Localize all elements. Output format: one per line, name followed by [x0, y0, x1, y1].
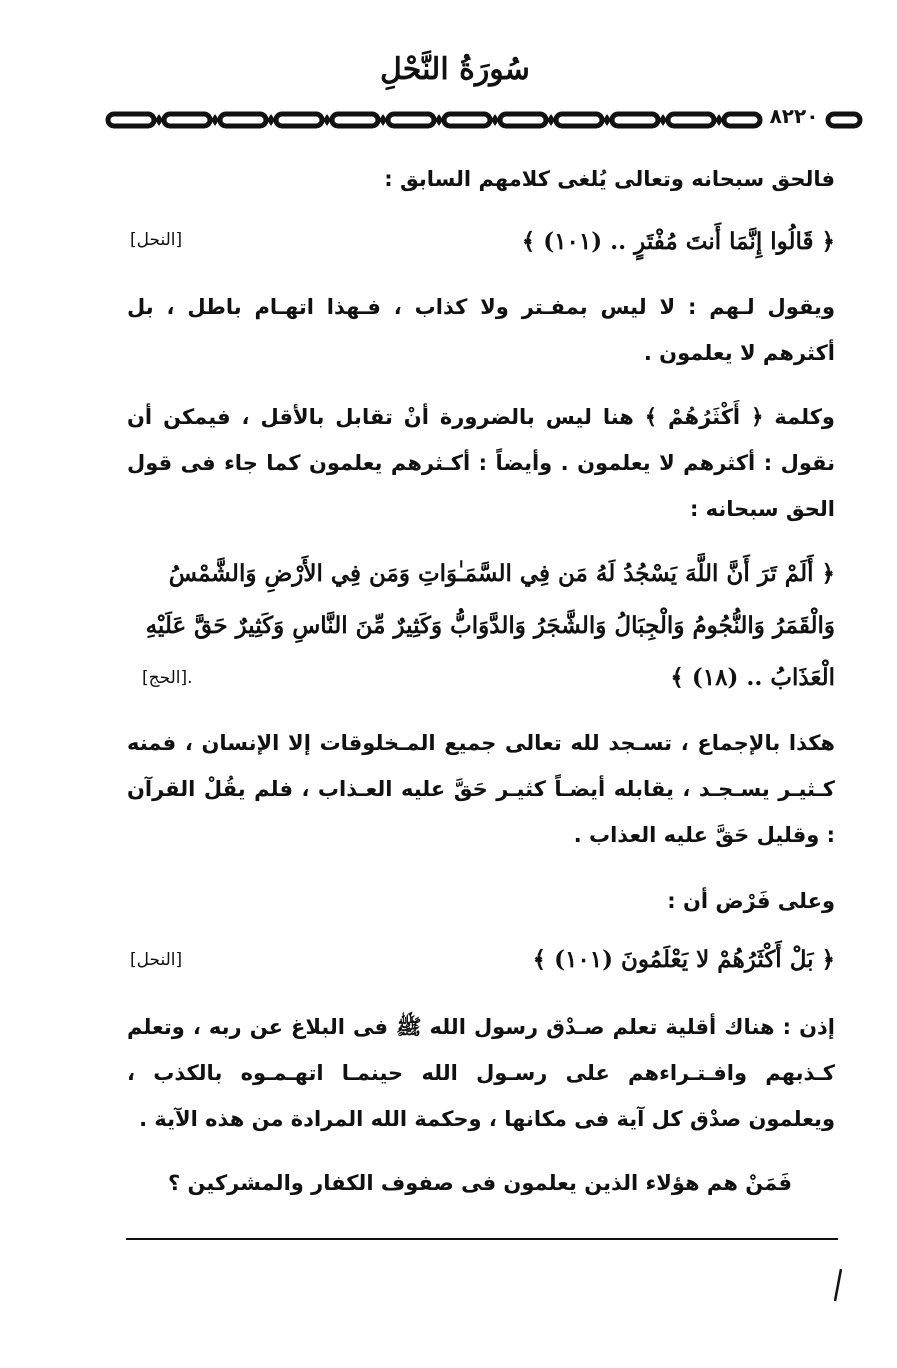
paragraph-5: وعلى فَرْض أن :: [667, 889, 835, 913]
paragraph-3: وكلمة ﴿ أَكْثَرُهُمْ ﴾ هنا ليس بالضرورة أنْ تقابل بالأقل ، فيمكن أن نقول : أكثرهم لا يعلمون . وأيضاً : أكـثرهم يعلمون كما جاء فى قول الحق سبحانه :: [127, 405, 835, 521]
header-ornament-border: [104, 110, 864, 130]
quran-verse-hajj-18-line-2: وَالْقَمَرُ وَالنُّجُومُ وَالْجِبَالُ وَالشَّجَرُ وَالدَّوَابُّ وَكَثِيرٌ مِّنَ النَّاسِ وَكَثِيرٌ حَقَّ عَلَيْهِ: [145, 612, 835, 639]
verse-reference-nahl-b: [النحل]: [130, 950, 183, 970]
verse-reference-hajj: .[الحج]: [142, 668, 193, 688]
page-number: ٨٢٢٠: [769, 104, 819, 128]
quran-verse-hajj-18-line-3: الْعَذَابُ .. (١٨) ﴾: [670, 664, 835, 691]
pen-mark: [834, 1268, 842, 1302]
verse-reference-nahl: [النحل]: [130, 230, 183, 250]
quran-verse-hajj-18-line-1: ﴿ أَلَمْ تَرَ أَنَّ اللَّهَ يَسْجُدُ لَهُ مَن فِي السَّمَـٰوَاتِ وَمَن فِي الأَرْضِ وَالشَّمْسُ: [168, 560, 835, 587]
footer-rule: [126, 1238, 838, 1240]
paragraph-6: إذن : هناك أقلية تعلم صـدْق رسول الله ﷺ فى البلاغ عن ربه ، وتعلم كـذبهم وافـتـراءهم على رسـول الله حينمـا اتهـمـوه بالكذب ، ويعلمون صدْق كل آية فى مكانها ، وحكمة الله المرادة من هذه الآية .: [127, 1015, 835, 1131]
paragraph-1: فالحق سبحانه وتعالى يُلغى كلامهم السابق :: [384, 167, 835, 191]
paragraph-2: ويقول لـهم : لا ليس بمفـتر ولا كذاب ، فـهذا اتهـام باطل ، بل أكثرهم لا يعلمون .: [127, 295, 835, 365]
quran-verse-nahl-101: ﴿ قَالُوا إِنَّمَا أَنتَ مُفْتَرٍ .. (١٠١) ﴾: [521, 228, 835, 255]
surah-title: سُورَةُ النَّحْلِ: [380, 52, 530, 87]
paragraph-7: فَمَنْ هم هؤلاء الذين يعلمون فى صفوف الكفار والمشركين ؟: [168, 1171, 792, 1195]
paragraph-4: هكذا بالإجماع ، تسـجد لله تعالى جميع المـخلوقات إلا الإنسان ، فمنه كـثيـر يسـجـد ، يقابله أيضـاً كثيـر حَقَّ عليه العـذاب ، فلم يقُلْ القرآن : وقليل حَقَّ عليه العذاب .: [127, 731, 835, 847]
quran-verse-nahl-101-b: ﴿ بَلْ أَكْثَرُهُمْ لا يَعْلَمُونَ (١٠١) ﴾: [532, 946, 835, 973]
